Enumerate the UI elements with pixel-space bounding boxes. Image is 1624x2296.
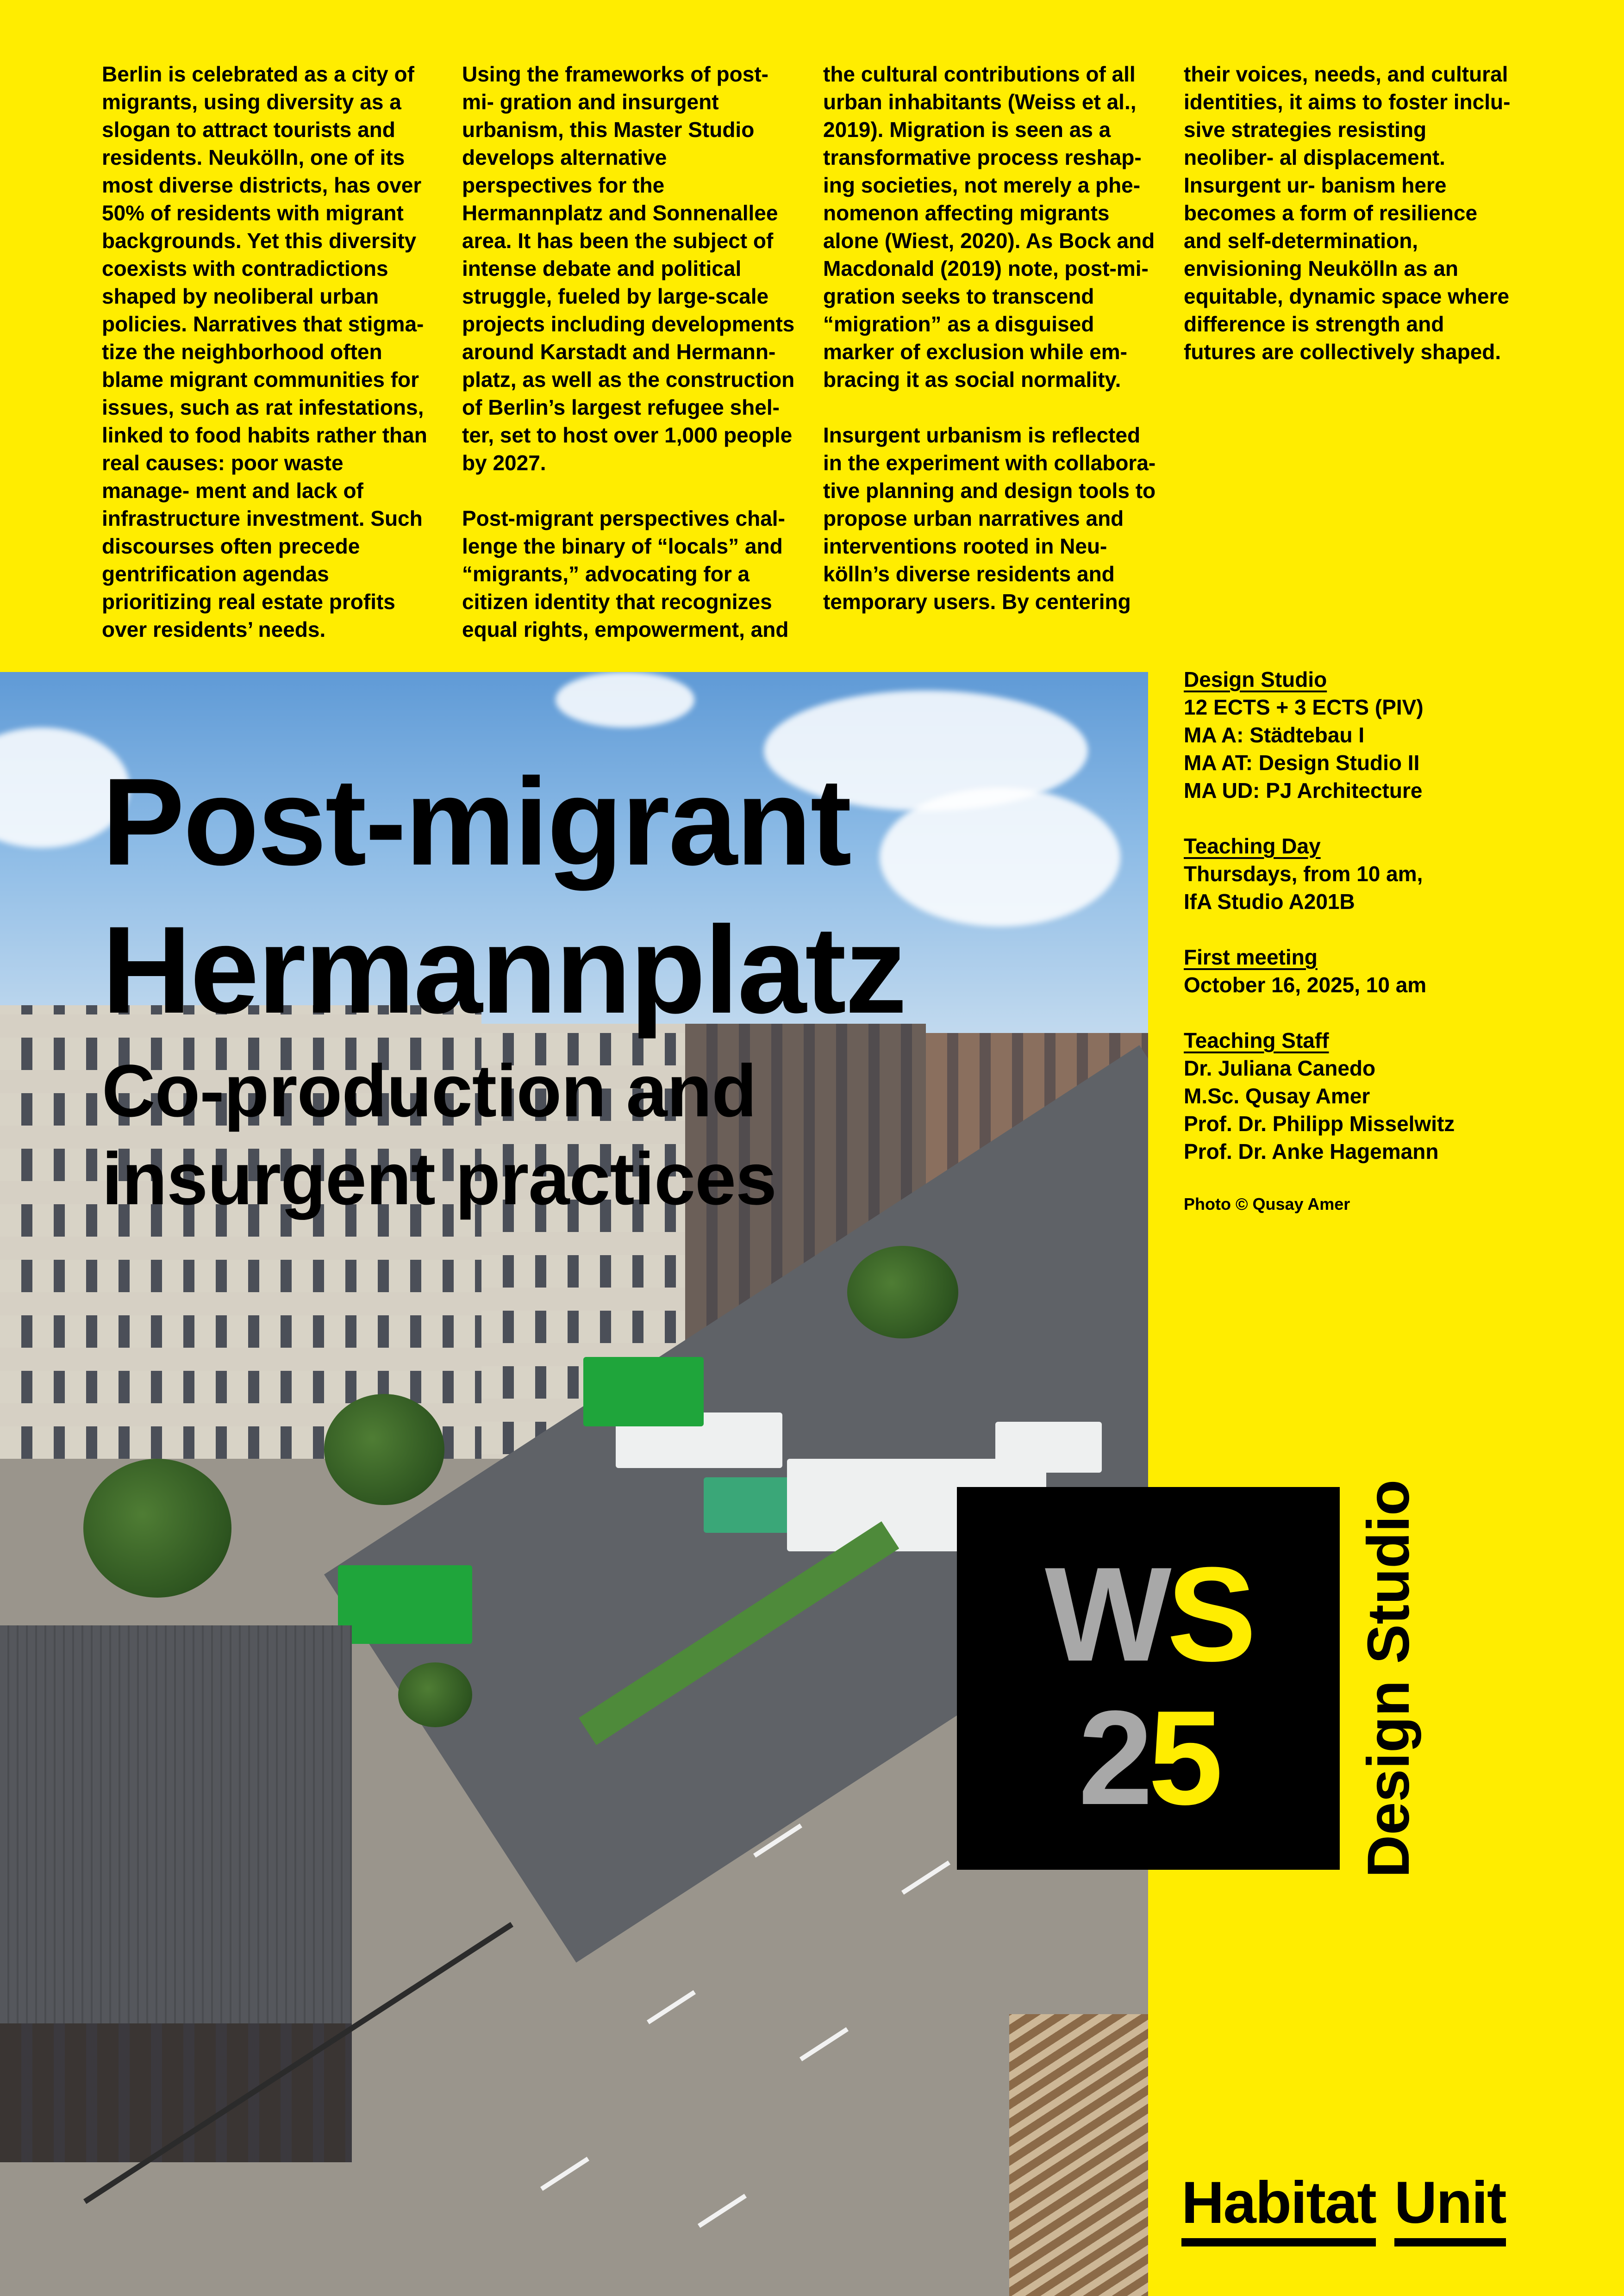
studio-info <box>1184 666 1554 804</box>
subtitle-line-1: Co-production and <box>102 1049 756 1132</box>
intro-column-4 <box>1184 60 1517 366</box>
vertical-design-studio: Design Studio <box>1355 1479 1422 1878</box>
intro-column-1 <box>102 60 435 643</box>
poster-title <box>102 747 906 1044</box>
staff-member: Prof. Dr. Philipp Misselwitz <box>1184 1112 1455 1136</box>
teaching-day-line: IfA Studio A201B <box>1184 890 1355 914</box>
truck <box>583 1357 704 1426</box>
badge-line-ws: WS <box>1044 1539 1252 1689</box>
photo-credit: Photo © Qusay Amer <box>1184 1195 1350 1213</box>
staff-member: Prof. Dr. Anke Hagemann <box>1184 1139 1439 1164</box>
habitat-unit-logo <box>1181 2171 1506 2246</box>
poster-subtitle <box>102 1047 776 1223</box>
staff-member: Dr. Juliana Canedo <box>1184 1056 1376 1080</box>
studio-line: MA A: Städtebau I <box>1184 723 1365 747</box>
title-line-1: Post-migrant <box>102 752 850 891</box>
paragraph: their voices, needs, and cultural identities, it aims to foster inclu- sive strategies resisting neoliber- al displacement. Insurgent ur- banism here becomes a form of resilience and self-determination, envisioning Neukölln as an equitable, dynamic space where difference is strength and futures are collectively shaped. <box>1184 62 1511 364</box>
cloud <box>556 672 694 728</box>
wooden-roof <box>1009 2014 1148 2296</box>
tree <box>398 1662 472 1727</box>
paragraph: the cultural contributions of all urban inhabitants (Weiss et al., 2019). Migration is seen as a transformative process reshap- ing societies, not merely a phe- nomenon affecting migrants alone (Wiest, 2020). As Bock and Macdonald (2019) note, post-mi- gration seeks to transcend “migration” as a disguised marker of exclusion while em- bracing it as social normality. <box>823 62 1155 392</box>
tree <box>847 1246 958 1338</box>
teaching-day-heading: Teaching Day <box>1184 834 1321 858</box>
intro-column-2 <box>462 60 795 643</box>
intro-column-3 <box>823 60 1156 616</box>
badge-line-25: 25 <box>1078 1683 1218 1833</box>
paragraph: Insurgent urbanism is reflected in the experiment with collabora- tive planning and design tools to propose urban narratives and interventions rooted in Neu- kölln’s diverse residents and temporary users. By centering <box>823 423 1156 614</box>
building-roof <box>0 1625 352 2023</box>
first-meeting-line: October 16, 2025, 10 am <box>1184 973 1427 997</box>
ws25-badge <box>957 1487 1340 1870</box>
studio-line: MA AT: Design Studio II <box>1184 751 1420 775</box>
truck <box>338 1565 472 1644</box>
first-meeting-heading: First meeting <box>1184 945 1318 969</box>
tree <box>83 1459 231 1598</box>
teaching-staff-heading: Teaching Staff <box>1184 1028 1329 1052</box>
studio-line: 12 ECTS + 3 ECTS (PIV) <box>1184 695 1424 719</box>
subtitle-line-2: insurgent practices <box>102 1137 777 1220</box>
teaching-day-info <box>1184 832 1554 915</box>
studio-line: MA UD: PJ Architecture <box>1184 778 1423 803</box>
staff-member: M.Sc. Qusay Amer <box>1184 1084 1370 1108</box>
logo-word-unit: Unit <box>1394 2171 1506 2246</box>
vertical-label <box>1355 1479 1422 1878</box>
title-line-2: Hermannplatz <box>102 900 906 1039</box>
cloud <box>880 788 1120 927</box>
teaching-staff-info <box>1184 1027 1554 1165</box>
paragraph: Post-migrant perspectives chal- lenge the binary of “locals” and “migrants,” advocating for a citizen identity that recognizes equal rights, empowerment, and <box>462 506 789 641</box>
paragraph: Using the frameworks of post-mi- gration and insurgent urbanism, this Master Studio develops alternative perspectives for the Hermannplatz and Sonnenallee area. It has been the subject of intense debate and political struggle, fueled by large-scale projects including developments around Karstadt and Hermann- platz, as well as the construction of Berlin’s largest refugee shel- ter, set to host over 1,000 people by 2027. <box>462 62 795 475</box>
logo-word-habitat: Habitat <box>1181 2171 1376 2246</box>
first-meeting-info <box>1184 943 1554 999</box>
tree <box>324 1394 444 1505</box>
market-stall <box>995 1422 1102 1473</box>
studio-heading: Design Studio <box>1184 667 1327 691</box>
course-info <box>1184 666 1554 1215</box>
paragraph: Berlin is celebrated as a city of migrants, using diversity as a slogan to attract tourists and residents. Neukölln, one of its most diverse districts, has over 50% of residents with migrant backgrounds. Yet this diversity coexists with contradictions shaped by neoliberal urban policies. Narratives that stigma- tize the neighborhood often blame migrant communities for issues, such as rat infestations, linked to food habits rather than real causes: poor waste manage- ment and lack of infrastructure investment. Such discourses often precede gentrification agendas prioritizing real estate profits over residents’ needs. <box>102 62 427 641</box>
teaching-day-line: Thursdays, from 10 am, <box>1184 862 1423 886</box>
